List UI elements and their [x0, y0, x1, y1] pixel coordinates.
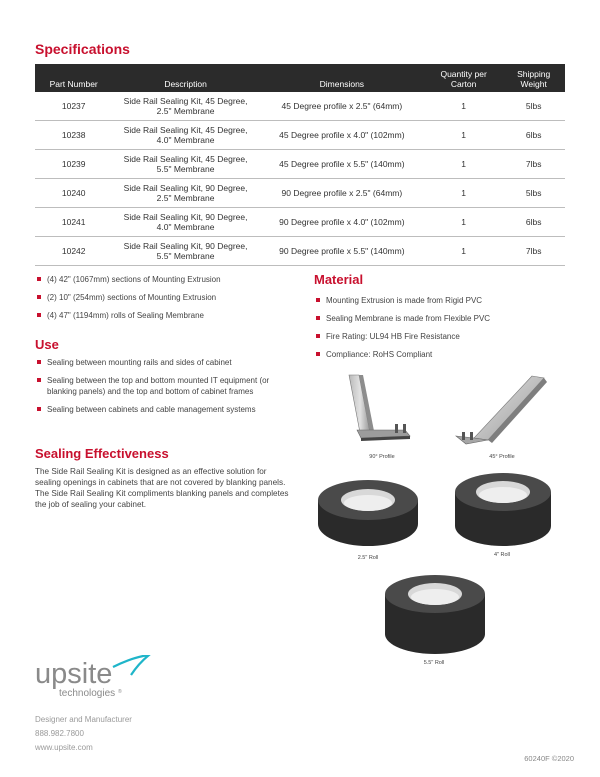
table-row	[35, 92, 565, 121]
list-item: (4) 42" (1067mm) sections of Mounting Extrusion	[35, 274, 295, 285]
col-weight-line2: Weight	[520, 79, 547, 89]
profile-90-image	[335, 372, 425, 450]
logo-mark	[35, 655, 165, 701]
cell-description-line1: Side Rail Sealing Kit, 45 Degree,	[123, 96, 248, 106]
specifications-table	[35, 64, 565, 266]
cell-dimensions: 45 Degree profile x 5.5" (140mm)	[259, 150, 425, 179]
cell-weight: 6lbs	[502, 208, 565, 237]
cell-quantity: 1	[425, 237, 502, 266]
logo-registered: ®	[118, 689, 122, 695]
cell-part-number: 10242	[35, 237, 112, 266]
cell-weight: 7lbs	[502, 237, 565, 266]
use-heading: Use	[35, 337, 59, 352]
list-item: Sealing between mounting rails and sides of cabinet	[35, 357, 297, 368]
cell-part-number: 10237	[35, 92, 112, 121]
cell-part-number: 10238	[35, 121, 112, 150]
sealing-effectiveness-heading: Sealing Effectiveness	[35, 446, 169, 461]
cell-description-line2: 5.5" Membrane	[156, 251, 215, 261]
col-part-number: Part Number	[49, 79, 98, 89]
roll-4-image	[452, 470, 554, 548]
cell-dimensions: 90 Degree profile x 5.5" (140mm)	[259, 237, 425, 266]
list-item: Mounting Extrusion is made from Rigid PVC	[314, 295, 574, 306]
roll-2-5-image	[315, 478, 421, 548]
cell-description-line2: 5.5" Membrane	[156, 164, 215, 174]
material-list	[314, 295, 574, 367]
cell-description-line2: 2.5" Membrane	[156, 106, 215, 116]
list-item: (4) 47" (1194mm) rolls of Sealing Membrane	[35, 310, 295, 321]
col-quantity-line2: Carton	[450, 79, 477, 89]
list-item: Sealing between cabinets and cable management systems	[35, 404, 297, 415]
col-weight	[502, 64, 565, 92]
col-quantity-line1: Quantity per	[440, 69, 487, 79]
cell-description-line1: Side Rail Sealing Kit, 90 Degree,	[123, 212, 248, 222]
col-quantity	[425, 64, 502, 92]
cell-description-line1: Side Rail Sealing Kit, 45 Degree,	[123, 125, 248, 135]
cell-weight: 7lbs	[502, 150, 565, 179]
upsite-logo	[35, 655, 165, 706]
cell-weight: 5lbs	[502, 92, 565, 121]
cell-description-line1: Side Rail Sealing Kit, 45 Degree,	[123, 154, 248, 164]
list-item: Fire Rating: UL94 HB Fire Resistance	[314, 331, 574, 342]
table-row	[35, 237, 565, 266]
cell-description	[112, 121, 258, 150]
document-code: 60240F ©2020	[524, 754, 574, 763]
cell-quantity: 1	[425, 92, 502, 121]
col-dimensions: Dimensions	[319, 79, 365, 89]
cell-description	[112, 237, 258, 266]
sealing-paragraph: The Side Rail Sealing Kit is designed as an effective solution for sealing openings in cabinets that are not covered by blanking panels. The Side Rail Sealing Kit compliments blanking panels and completes the job of sealing your cabinet.	[35, 467, 289, 509]
cell-quantity: 1	[425, 150, 502, 179]
table-header-row	[35, 64, 565, 92]
cell-description-line1: Side Rail Sealing Kit, 90 Degree,	[123, 183, 248, 193]
profile-45-image	[452, 372, 552, 450]
cell-description	[112, 208, 258, 237]
logo-subtitle: technologies	[59, 688, 116, 699]
cell-part-number: 10241	[35, 208, 112, 237]
list-item: Sealing Membrane is made from Flexible PVC	[314, 313, 574, 324]
list-item: (2) 10" (254mm) sections of Mounting Extrusion	[35, 292, 295, 303]
cell-weight: 6lbs	[502, 121, 565, 150]
kit-contents-list	[35, 274, 295, 328]
roll-4-caption: 4" Roll	[493, 552, 510, 558]
cell-description	[112, 150, 258, 179]
table-row	[35, 121, 565, 150]
col-weight-line1: Shipping	[517, 69, 551, 79]
table-row	[35, 208, 565, 237]
table-row	[35, 150, 565, 179]
specifications-heading: Specifications	[35, 41, 130, 57]
footer-phone: 888.982.7800	[35, 729, 84, 738]
table-row	[35, 179, 565, 208]
material-heading: Material	[314, 272, 364, 287]
cell-part-number: 10240	[35, 179, 112, 208]
cell-description	[112, 92, 258, 121]
cell-dimensions: 90 Degree profile x 2.5" (64mm)	[259, 179, 425, 208]
cell-quantity: 1	[425, 121, 502, 150]
list-item: Compliance: RoHS Compliant	[314, 349, 574, 360]
cell-description-line2: 2.5" Membrane	[156, 193, 215, 203]
cell-quantity: 1	[425, 179, 502, 208]
profile-90-caption: 90° Profile	[369, 454, 395, 460]
cell-weight: 5lbs	[502, 179, 565, 208]
profile-45-caption: 45° Profile	[489, 454, 515, 460]
col-description: Description	[164, 79, 207, 89]
use-list	[35, 357, 297, 422]
logo-wordmark: upsite	[35, 658, 113, 690]
logo-swoosh-icon	[113, 655, 149, 675]
cell-description-line2: 4.0" Membrane	[156, 222, 215, 232]
cell-description	[112, 179, 258, 208]
roll-2-5-caption: 2.5" Roll	[357, 555, 379, 561]
cell-description-line1: Side Rail Sealing Kit, 90 Degree,	[123, 241, 248, 251]
roll-5-5-image	[382, 572, 488, 656]
roll-5-5-caption: 5.5" Roll	[423, 660, 445, 666]
cell-description-line2: 4.0" Membrane	[156, 135, 215, 145]
footer-designer: Designer and Manufacturer	[35, 715, 132, 724]
list-item: Sealing between the top and bottom mounted IT equipment (or blanking panels) and the top and bottom of cabinet frames	[35, 375, 297, 397]
footer-url[interactable]: www.upsite.com	[35, 743, 93, 752]
cell-dimensions: 45 Degree profile x 2.5" (64mm)	[259, 92, 425, 121]
cell-quantity: 1	[425, 208, 502, 237]
cell-dimensions: 90 Degree profile x 4.0" (102mm)	[259, 208, 425, 237]
cell-part-number: 10239	[35, 150, 112, 179]
cell-dimensions: 45 Degree profile x 4.0" (102mm)	[259, 121, 425, 150]
